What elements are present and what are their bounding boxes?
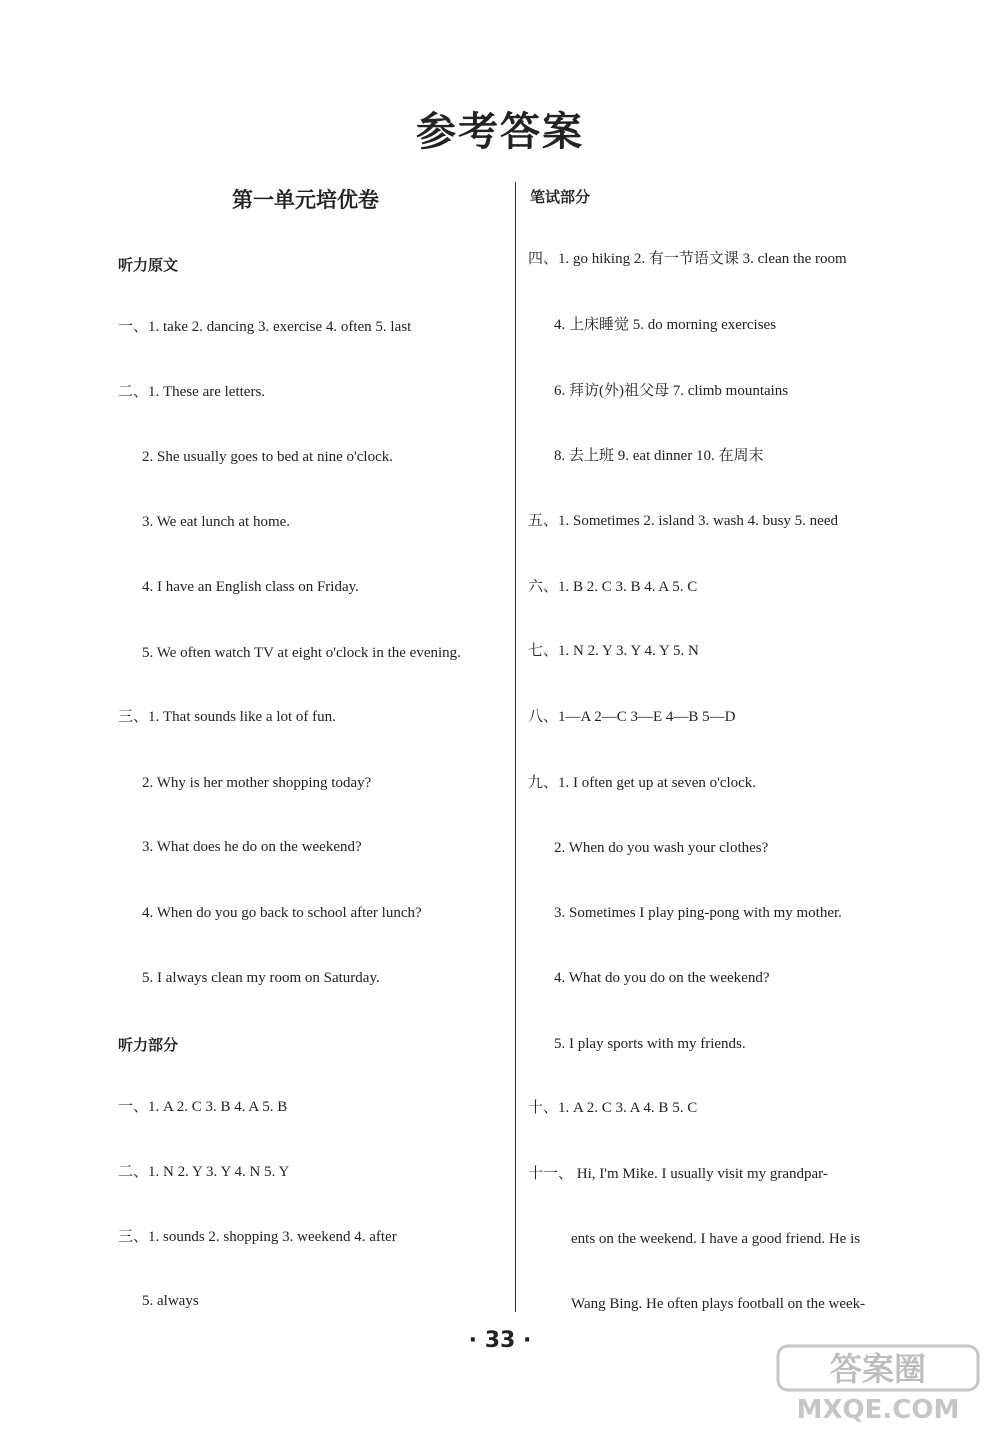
column-divider: [515, 182, 516, 1312]
answer-line: 三、1. That sounds like a lot of fun.: [118, 709, 336, 725]
answer-line: 8. 去上班 9. eat dinner 10. 在周末: [554, 448, 764, 464]
unit-title: 第一单元培优卷: [232, 188, 379, 212]
answer-line: 5. I play sports with my friends.: [554, 1036, 746, 1052]
answer-line: 5. always: [142, 1293, 199, 1309]
answer-line: 二、1. N 2. Y 3. Y 4. N 5. Y: [118, 1164, 290, 1180]
answer-line: 4. What do you do on the weekend?: [554, 970, 770, 986]
answer-line: 六、1. B 2. C 3. B 4. A 5. C: [528, 579, 698, 595]
watermark-text: 答案圈: [829, 1350, 927, 1388]
answer-line: 2. She usually goes to bed at nine o'clock.: [142, 449, 393, 465]
answer-line: Wang Bing. He often plays football on the week-: [571, 1296, 866, 1312]
answer-line: 九、1. I often get up at seven o'clock.: [528, 775, 757, 791]
answer-line: 2. When do you wash your clothes?: [554, 840, 769, 856]
answer-line: 一、1. take 2. dancing 3. exercise 4. often 5. last: [118, 319, 412, 335]
answer-line: 四、1. go hiking 2. 有一节语文课 3. clean the room: [528, 251, 847, 267]
answer-line: ents on the weekend. I have a good friend. He is: [571, 1231, 861, 1247]
answer-line: 十一、 Hi, I'm Mike. I usually visit my grandpar-: [528, 1166, 828, 1182]
section-heading-listening-script: 听力原文: [118, 256, 179, 274]
answer-line: 十、1. A 2. C 3. A 4. B 5. C: [528, 1100, 698, 1116]
answer-line: 一、1. A 2. C 3. B 4. A 5. B: [118, 1099, 288, 1115]
answer-line: 5. We often watch TV at eight o'clock in the evening.: [142, 645, 461, 661]
answer-line: 3. What does he do on the weekend?: [142, 839, 362, 855]
page-title: 参考答案: [416, 109, 584, 155]
answer-line: 2. Why is her mother shopping today?: [142, 775, 372, 791]
answer-line: 八、1—A 2—C 3—E 4—B 5—D: [528, 709, 736, 725]
answer-line: 3. Sometimes I play ping-pong with my mother.: [554, 905, 842, 921]
answer-line: 七、1. N 2. Y 3. Y 4. Y 5. N: [528, 643, 699, 659]
watermark-domain: MXQE.COM: [796, 1395, 960, 1425]
answer-line: 4. I have an English class on Friday.: [142, 579, 359, 595]
page-number: · 33 ·: [468, 1328, 532, 1353]
answer-line: 5. I always clean my room on Saturday.: [142, 970, 380, 986]
answer-line: 二、1. These are letters.: [118, 384, 266, 400]
answer-line: 五、1. Sometimes 2. island 3. wash 4. busy 5. need: [528, 513, 838, 529]
section-heading-written-part: 笔试部分: [530, 188, 591, 206]
section-heading-listening-part: 听力部分: [118, 1036, 179, 1054]
answer-line: 4. When do you go back to school after lunch?: [142, 905, 422, 921]
answer-line: 6. 拜访(外)祖父母 7. climb mountains: [554, 383, 789, 399]
answer-line: 4. 上床睡觉 5. do morning exercises: [554, 317, 777, 333]
watermark-logo: [770, 1340, 990, 1426]
answer-line: 3. We eat lunch at home.: [142, 514, 291, 530]
answer-line: 三、1. sounds 2. shopping 3. weekend 4. after: [118, 1229, 397, 1245]
